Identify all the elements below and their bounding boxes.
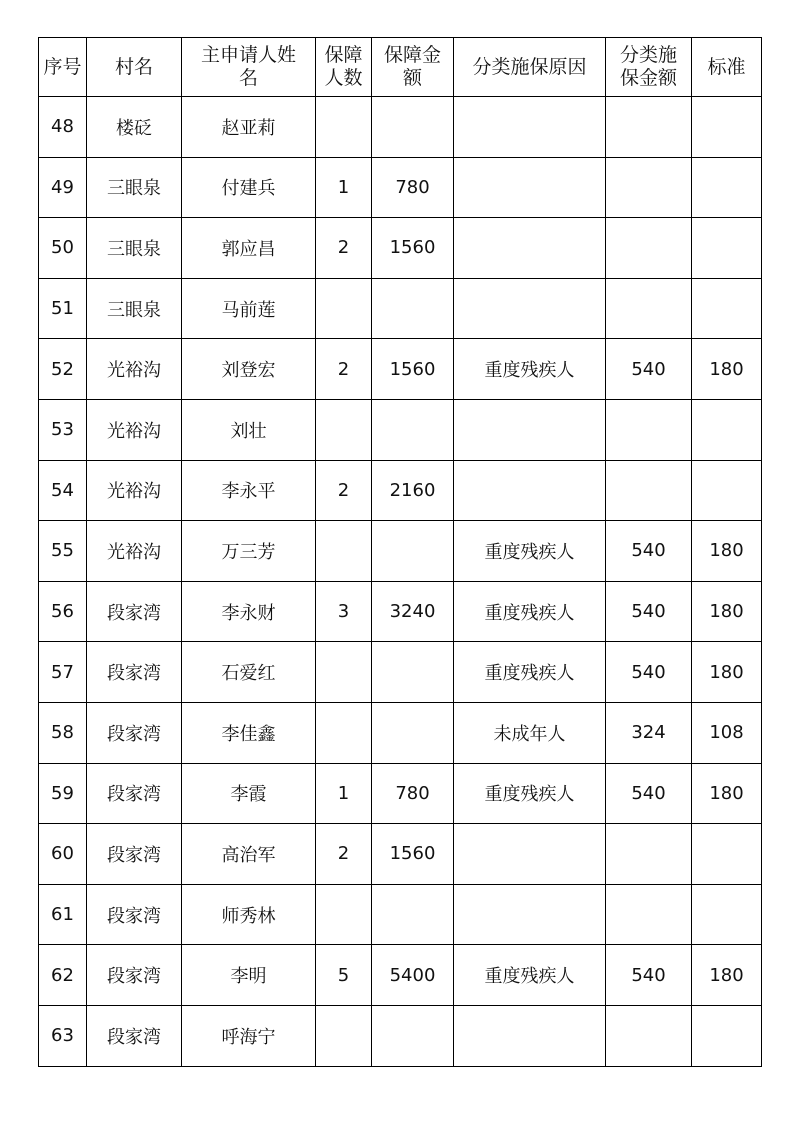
cell-amount: 780 [372,763,454,824]
cell-count [316,702,372,763]
cell-seq: 54 [39,460,87,521]
cell-name: 赵亚莉 [182,97,316,158]
cell-count: 5 [316,945,372,1006]
cell-class-amount [606,278,692,339]
header-count: 保障 人数 [316,38,372,97]
header-reason: 分类施保原因 [454,38,606,97]
cell-amount [372,97,454,158]
cell-reason [454,157,606,218]
table-row [39,945,762,1006]
cell-seq: 52 [39,339,87,400]
cell-village: 段家湾 [87,702,182,763]
header-village: 村名 [87,38,182,97]
cell-amount [372,884,454,945]
cell-village: 段家湾 [87,642,182,703]
cell-reason: 重度残疾人 [454,339,606,400]
cell-amount: 3240 [372,581,454,642]
cell-village: 段家湾 [87,945,182,1006]
cell-count: 2 [316,218,372,279]
cell-count: 2 [316,824,372,885]
cell-class-amount: 540 [606,945,692,1006]
cell-name: 刘登宏 [182,339,316,400]
cell-amount [372,642,454,703]
cell-standard [692,460,762,521]
table-row [39,339,762,400]
table-row [39,399,762,460]
cell-seq: 63 [39,1005,87,1066]
cell-standard [692,97,762,158]
cell-village: 三眼泉 [87,157,182,218]
cell-seq: 62 [39,945,87,1006]
cell-class-amount [606,1005,692,1066]
cell-seq: 48 [39,97,87,158]
cell-seq: 59 [39,763,87,824]
cell-standard [692,884,762,945]
cell-seq: 56 [39,581,87,642]
cell-amount [372,399,454,460]
cell-amount: 5400 [372,945,454,1006]
cell-standard: 180 [692,945,762,1006]
cell-class-amount [606,824,692,885]
cell-amount [372,702,454,763]
cell-name: 师秀林 [182,884,316,945]
cell-village: 三眼泉 [87,278,182,339]
header-row [39,38,762,97]
cell-reason [454,824,606,885]
cell-standard: 180 [692,339,762,400]
cell-village: 段家湾 [87,581,182,642]
table-row [39,884,762,945]
cell-standard: 180 [692,581,762,642]
table-row [39,460,762,521]
cell-name: 付建兵 [182,157,316,218]
cell-reason: 未成年人 [454,702,606,763]
cell-village: 光裕沟 [87,339,182,400]
cell-reason: 重度残疾人 [454,945,606,1006]
cell-count [316,884,372,945]
cell-reason: 重度残疾人 [454,581,606,642]
cell-amount: 780 [372,157,454,218]
cell-class-amount [606,399,692,460]
cell-count [316,97,372,158]
cell-count [316,278,372,339]
cell-class-amount [606,97,692,158]
cell-reason [454,97,606,158]
cell-name: 刘壮 [182,399,316,460]
table-body [39,97,762,1067]
cell-village: 段家湾 [87,884,182,945]
cell-village: 光裕沟 [87,460,182,521]
security-roster-table [38,37,762,1067]
cell-reason [454,460,606,521]
cell-reason: 重度残疾人 [454,642,606,703]
cell-village: 三眼泉 [87,218,182,279]
cell-name: 李霞 [182,763,316,824]
cell-seq: 61 [39,884,87,945]
cell-count: 2 [316,460,372,521]
cell-reason [454,1005,606,1066]
cell-name: 高治军 [182,824,316,885]
cell-seq: 50 [39,218,87,279]
cell-amount: 1560 [372,339,454,400]
header-amount: 保障金 额 [372,38,454,97]
cell-standard: 180 [692,763,762,824]
cell-amount: 1560 [372,218,454,279]
cell-count: 1 [316,763,372,824]
cell-village: 段家湾 [87,1005,182,1066]
table-row [39,278,762,339]
cell-name: 石爱红 [182,642,316,703]
cell-standard [692,399,762,460]
table-row [39,642,762,703]
cell-name: 郭应昌 [182,218,316,279]
table-row [39,1005,762,1066]
cell-reason [454,278,606,339]
header-standard: 标准 [692,38,762,97]
cell-amount: 2160 [372,460,454,521]
table-row [39,218,762,279]
cell-seq: 60 [39,824,87,885]
table-row [39,702,762,763]
cell-name: 李永平 [182,460,316,521]
cell-village: 段家湾 [87,763,182,824]
cell-class-amount [606,218,692,279]
cell-village: 段家湾 [87,824,182,885]
cell-class-amount [606,884,692,945]
cell-reason [454,884,606,945]
header-seq: 序号 [39,38,87,97]
header-applicant: 主申请人姓 名 [182,38,316,97]
cell-name: 万三芳 [182,521,316,582]
cell-count: 2 [316,339,372,400]
cell-standard: 108 [692,702,762,763]
cell-amount [372,278,454,339]
cell-reason: 重度残疾人 [454,763,606,824]
cell-name: 李永财 [182,581,316,642]
cell-village: 光裕沟 [87,521,182,582]
cell-count [316,521,372,582]
cell-class-amount [606,157,692,218]
cell-name: 马前莲 [182,278,316,339]
cell-name: 李明 [182,945,316,1006]
table-row [39,763,762,824]
cell-count: 3 [316,581,372,642]
cell-reason: 重度残疾人 [454,521,606,582]
cell-seq: 53 [39,399,87,460]
cell-amount [372,1005,454,1066]
table-row [39,581,762,642]
cell-standard [692,278,762,339]
cell-name: 呼海宁 [182,1005,316,1066]
cell-seq: 49 [39,157,87,218]
table-row [39,824,762,885]
cell-class-amount: 540 [606,521,692,582]
cell-standard [692,824,762,885]
cell-standard [692,1005,762,1066]
header-class-amount: 分类施 保金额 [606,38,692,97]
cell-village: 楼砭 [87,97,182,158]
cell-standard [692,157,762,218]
cell-class-amount: 540 [606,642,692,703]
cell-amount [372,521,454,582]
cell-standard [692,218,762,279]
cell-amount: 1560 [372,824,454,885]
cell-count [316,642,372,703]
cell-standard: 180 [692,642,762,703]
cell-class-amount: 540 [606,581,692,642]
cell-class-amount: 540 [606,339,692,400]
cell-seq: 57 [39,642,87,703]
cell-village: 光裕沟 [87,399,182,460]
cell-class-amount [606,460,692,521]
cell-count [316,399,372,460]
cell-name: 李佳鑫 [182,702,316,763]
table-row [39,157,762,218]
cell-class-amount: 324 [606,702,692,763]
cell-seq: 58 [39,702,87,763]
table-row [39,521,762,582]
cell-seq: 55 [39,521,87,582]
cell-standard: 180 [692,521,762,582]
cell-reason [454,399,606,460]
cell-seq: 51 [39,278,87,339]
cell-count: 1 [316,157,372,218]
cell-count [316,1005,372,1066]
table-row [39,97,762,158]
cell-class-amount: 540 [606,763,692,824]
cell-reason [454,218,606,279]
